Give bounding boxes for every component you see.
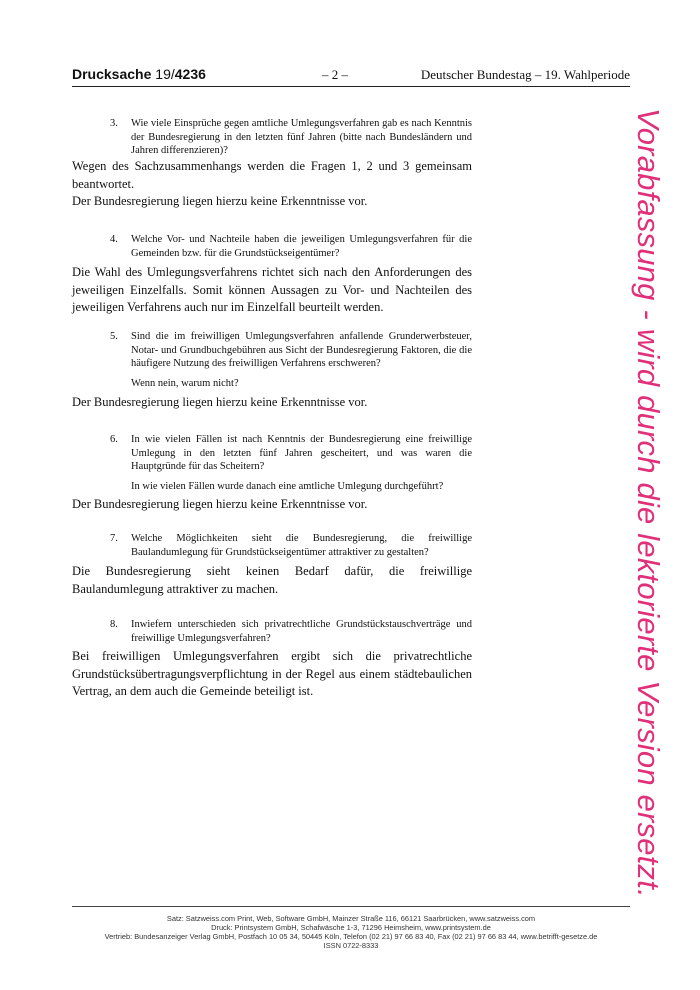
doc-number: 4236: [174, 66, 206, 82]
question-text: Sind die im freiwilligen Umlegungsverfahren anfallende Grunderwerbsteuer, Notar- und Grundbuchgebühren aus Sicht der Bundesregierung Faktoren, die die häufigere Nutzung des freiwilligen Verfahrens erschweren?: [131, 331, 472, 369]
question-4: [110, 233, 472, 260]
question-text: Wie viele Einsprüche gegen amtliche Umlegungsverfahren gab es nach Kenntnis der Bundesregierung in den letzten fünf Jahren (bitte nach Bundesländern und Jahren differenzieren)?: [131, 118, 472, 156]
question-7: [110, 532, 472, 559]
answer-8: Bei freiwilligen Umlegungsverfahren ergibt sich die privatrechtliche Grundstücksübertragungsverpflichtung in der Regel aus einem städtebaulichen Vertrag, an dem auch die Gemeinde beteiligt ist.: [72, 649, 472, 698]
footer-vertrieb: Vertrieb: Bundesanzeiger Verlag GmbH, Postfach 10 05 34, 50445 Köln, Telefon (02 21) 97 66 83 40, Fax (02 21) 97 66 83 44, www.betrifft-gesetze.de: [104, 932, 598, 941]
footer-issn: ISSN 0722-8333: [323, 941, 379, 950]
doc-label: Drucksache: [72, 66, 152, 82]
question-number: 8.: [110, 619, 118, 630]
question-number: 6.: [110, 434, 118, 445]
answer-7: Die Bundesregierung sieht keinen Bedarf dafür, die freiwillige Baulandumlegung attraktiver zu machen.: [72, 564, 472, 596]
question-8: [110, 618, 472, 645]
question-number: 3.: [110, 118, 118, 129]
sub-question: In wie vielen Fällen wurde danach eine amtliche Umlegung durchgeführt?: [131, 480, 444, 492]
answer-6: Der Bundesregierung liegen hierzu keine Erkenntnisse vor.: [72, 497, 368, 511]
footer-satz: Satz: Satzweiss.com Print, Web, Software GmbH, Mainzer Straße 116, 66121 Saarbrücken, www.satzweiss.com: [166, 914, 536, 923]
draft-watermark: Vorabfassung - wird durch die lektorierte Version ersetzt.: [631, 108, 666, 898]
question-number: 5.: [110, 331, 118, 342]
answer-3b: Der Bundesregierung liegen hierzu keine Erkenntnisse vor.: [72, 194, 368, 208]
question-5: [110, 330, 472, 390]
institution: Deutscher Bundestag – 19. Wahlperiode: [420, 67, 630, 82]
footer-druck: Druck: Printsystem GmbH, Schafwäsche 1-3, 71296 Heimsheim, www.printsystem.de: [211, 923, 491, 932]
question-text: Welche Vor- und Nachteile haben die jeweiligen Umlegungsverfahren für die Gemeinden bzw. für die Grundstückseigentümer?: [131, 234, 472, 259]
question-number: 7.: [110, 533, 118, 544]
question-number: 4.: [110, 234, 118, 245]
sub-question: Wenn nein, warum nicht?: [131, 377, 239, 389]
answer-4: Die Wahl des Umlegungsverfahrens richtet sich nach den Anforderungen des jeweiligen Einzelfalls. Somit können Aussagen zu Vor- und Nachteilen des jeweiligen Verfahrens auch nur im Einzelfall beurteilt werden.: [72, 265, 472, 314]
doc-session: 19/: [155, 66, 175, 82]
question-text: Inwiefern unterschieden sich privatrechtliche Grundstückstauschverträge und freiwillige Umlegungsverfahren?: [131, 619, 472, 644]
document-number: [72, 66, 206, 82]
footer-divider: [72, 906, 630, 907]
question-3: [110, 117, 472, 158]
question-text: In wie vielen Fällen ist nach Kenntnis der Bundesregierung eine freiwillige Umlegung in den letzten fünf Jahren gescheitert, und was waren die Hauptgründe für das Scheitern?: [131, 434, 472, 472]
question-6: [110, 433, 472, 493]
answer-3a: Wegen des Sachzusammenhangs werden die Fragen 1, 2 und 3 gemeinsam beantwortet.: [72, 159, 472, 191]
page-header: [72, 66, 630, 87]
answer-5: Der Bundesregierung liegen hierzu keine Erkenntnisse vor.: [72, 395, 368, 409]
page-number: – 2 –: [322, 67, 348, 82]
page-footer: [72, 914, 630, 950]
question-text: Welche Möglichkeiten sieht die Bundesregierung, die freiwillige Baulandumlegung für Grundstückseigentümer attraktiver zu gestalten?: [131, 533, 472, 558]
